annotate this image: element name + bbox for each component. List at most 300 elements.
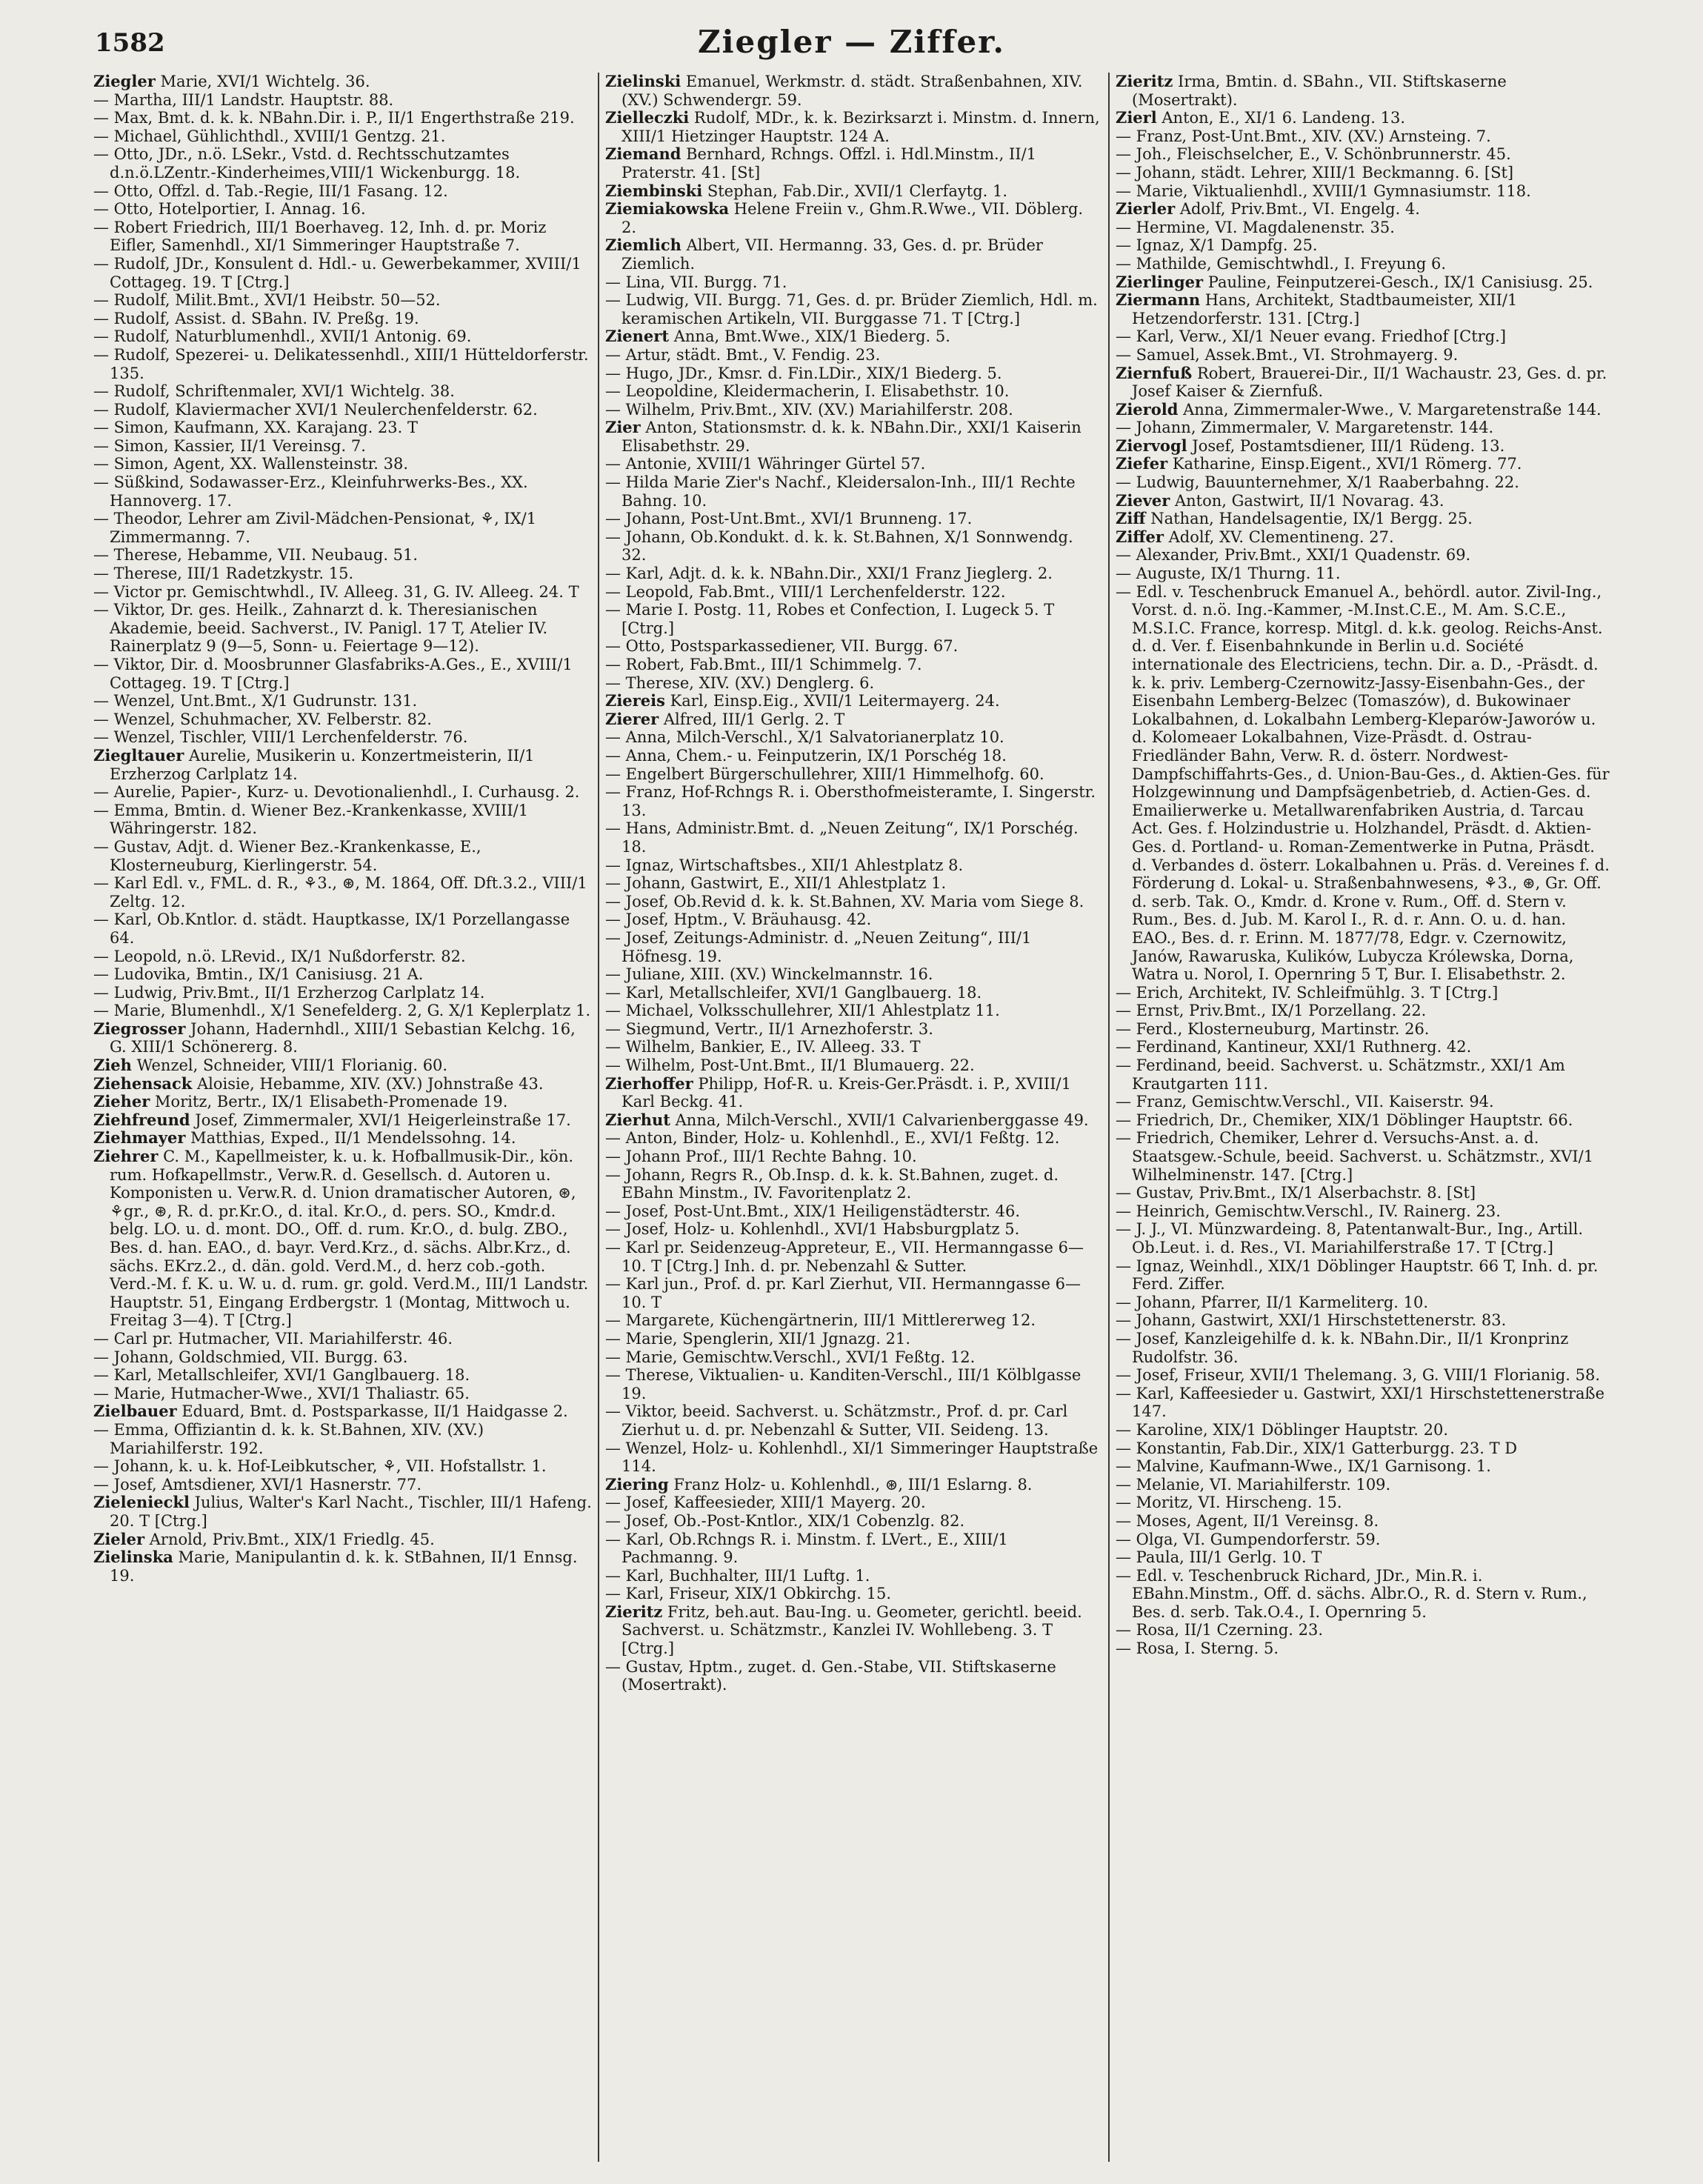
entry-text: Pauline, Feinputzerei-Gesch., IX/1 Canisiusg. 25.: [1203, 273, 1593, 291]
entry-text: — Rosa, I. Sterng. 5.: [1116, 1639, 1279, 1658]
directory-entry: [93, 1056, 592, 1075]
directory-entry: [93, 710, 592, 729]
directory-entry: [605, 1311, 1102, 1330]
directory-entry: [605, 637, 1102, 656]
directory-entry: [93, 546, 592, 565]
directory-entry: [605, 145, 1102, 182]
directory-entry: [93, 219, 592, 255]
entry-text: — Marie, Viktualienhdl., XVIII/1 Gymnasiumstr. 118.: [1116, 182, 1531, 200]
entry-text: — Josef, Post-Unt.Bmt., XIX/1 Heiligenstädterstr. 46.: [605, 1202, 1021, 1220]
directory-entry: [605, 1567, 1102, 1585]
directory-entry: [605, 273, 1102, 292]
entry-text: — Ignaz, X/1 Dampfg. 25.: [1116, 236, 1318, 255]
entry-text: — Karl, Metallschleifer, XVI/1 Ganglbauerg. 18.: [93, 1366, 470, 1385]
directory-entry: [1116, 182, 1613, 201]
entry-text: — Josef, Ob.Revid d. k. k. St.Bahnen, XV. Maria vom Siege 8.: [605, 892, 1084, 910]
directory-entry: [1116, 492, 1613, 510]
directory-entry: [1116, 1385, 1613, 1421]
directory-entry: [1116, 1494, 1613, 1512]
entry-text: — Wilhelm, Post-Unt.Bmt., II/1 Blumauerg. 22.: [605, 1056, 975, 1075]
entry-text: Katharine, Einsp.Eigent., XVI/1 Römerg. 77.: [1167, 455, 1522, 473]
entry-text: — Johann Prof., III/1 Rechte Bahng. 10.: [605, 1148, 917, 1166]
directory-entry: [1116, 1330, 1613, 1366]
entry-text: — Ernst, Priv.Bmt., IX/1 Porzellang. 22.: [1116, 1002, 1427, 1020]
directory-entry: [605, 401, 1102, 419]
directory-entry: [1116, 473, 1613, 492]
entry-text: — Siegmund, Vertr., II/1 Arnezhoferstr. 3.: [605, 1019, 933, 1038]
directory-entry: [605, 1020, 1102, 1039]
directory-entry: [1116, 346, 1613, 364]
directory-entry: [1116, 1548, 1613, 1567]
directory-entry: [605, 1002, 1102, 1020]
entry-text: — Wenzel, Tischler, VIII/1 Lerchenfelderstr. 76.: [93, 728, 468, 747]
entry-text: — Therese, Hebamme, VII. Neubaug. 51.: [93, 546, 419, 565]
entry-text: — Ignaz, Weinhdl., XIX/1 Döblinger Hauptstr. 66 T, Inh. d. pr. Ferd. Ziffer.: [1116, 1256, 1599, 1294]
entry-text: — Ferd., Klosterneuburg, Martinstr. 26.: [1116, 1019, 1430, 1038]
entry-text: Franz Holz- u. Kohlenhdl., ⊛, III/1 Eslarng. 8.: [668, 1475, 1033, 1494]
entry-text: — Erich, Architekt, IV. Schleifmühlg. 3. T [Ctrg.]: [1116, 983, 1499, 1002]
entry-text: — Anna, Chem.- u. Feinputzerin, IX/1 Porschég 18.: [605, 746, 1007, 765]
directory-entry: [605, 710, 1102, 729]
directory-entry: [93, 728, 592, 747]
entry-text: — Rudolf, Milit.Bmt., XVI/1 Heibstr. 50—52.: [93, 291, 441, 310]
directory-entry: [605, 1603, 1102, 1658]
entry-surname: Ziegltauer: [93, 745, 184, 765]
entry-text: — Simon, Agent, XX. Wallensteinstr. 38.: [93, 455, 409, 473]
entry-text: — Otto, Postsparkassediener, VII. Burgg. 67.: [605, 637, 959, 656]
directory-entry: [93, 1330, 592, 1348]
directory-entry: [605, 893, 1102, 911]
directory-columns: [87, 73, 1619, 2162]
directory-entry: [93, 783, 592, 802]
entry-surname: Zierold: [1116, 399, 1179, 419]
entry-text: — Lina, VII. Burgg. 71.: [605, 273, 787, 291]
directory-entry: [1116, 510, 1613, 528]
directory-entry: [93, 419, 592, 437]
directory-entry: [93, 455, 592, 473]
directory-entry: [93, 382, 592, 401]
directory-entry: [1116, 1639, 1613, 1658]
directory-entry: [605, 1148, 1102, 1166]
directory-entry: [605, 656, 1102, 674]
entry-text: — Therese, Viktualien- u. Kanditen-Verschl., III/1 Kölblgasse 19.: [605, 1366, 1082, 1402]
directory-entry: [605, 674, 1102, 693]
entry-text: — Robert Friedrich, III/1 Boerhaveg. 12, Inh. d. pr. Moriz Eifler, Samenhdl., XI/1 Simmeringer Hauptstraße 7.: [93, 218, 547, 255]
entry-text: C. M., Kapellmeister, k. u. k. Hofballmusik-Dir., kön. rum. Hofkapellmstr., Verw.R. d. Gesellsch. d. Autoren u. Komponisten u. Verw.R. d. Union dramatischer Autoren, ⊛, ⚘gr., ⊛, R. d. pr.Kr.O., d. ital. Kr.O., d. pers. SO., Kmdr.d. belg. LO. u. d. mont. DO., Off. d. rum. Kr.O., d. bulg. ZBO., Bes. d. han. EAO., d. bayr. Verd.Krz., d. sächs. Albr.Krz., d. sächs. EKrz.2., d. dän. gold. Verd.M., d. herz cob.-goth. Verd.-M. f. K. u. W. u. d. rum. gr. gold. Verd.M., III/1 Landstr. Hauptstr. 51, Eingang Erdbergstr. 1 (Montag, Mittwoch u. Freitag 3—4). T [Ctrg.]: [110, 1148, 589, 1330]
entry-text: — Karl, Friseur, XIX/1 Obkirchg. 15.: [605, 1585, 892, 1603]
directory-entry: [93, 109, 592, 127]
directory-entry: [1116, 1512, 1613, 1531]
directory-entry: [1116, 291, 1613, 327]
entry-text: — Viktor, beeid. Sachverst. u. Schätzmstr., Prof. d. pr. Carl Zierhut u. d. pr. Nebenzahl & Sutter, VII. Seideng. 13.: [605, 1402, 1068, 1439]
directory-entry: [605, 728, 1102, 747]
entry-text: — Emma, Bmtin. d. Wiener Bez.-Krankenkasse, XVIII/1 Währingerstr. 182.: [93, 801, 529, 838]
entry-text: — Friedrich, Chemiker, Lehrer d. Versuchs-Anst. a. d. Staatsgew.-Schule, beeid. Sachverst. u. Schätzmstr., XVI/1 Wilhelminenstr. 147. [Ctrg.]: [1116, 1129, 1594, 1184]
entry-text: — Simon, Kassier, II/1 Vereinsg. 7.: [93, 436, 366, 455]
entry-text: — Rudolf, Schriftenmaler, XVI/1 Wichtelg. 38.: [93, 382, 455, 401]
entry-text: — Victor pr. Gemischtwhdl., IV. Alleeg. 31, G. IV. Alleeg. 24. T: [93, 582, 579, 601]
directory-entry: [93, 127, 592, 146]
entry-text: — Leopold, n.ö. LRevid., IX/1 Nußdorferstr. 82.: [93, 947, 466, 965]
entry-text: — Therese, III/1 Radetzkystr. 15.: [93, 565, 354, 583]
entry-surname: Ziegrosser: [93, 1019, 186, 1038]
directory-entry: [605, 1075, 1102, 1111]
directory-entry: [1116, 528, 1613, 547]
entry-text: Aurelie, Musikerin u. Konzertmeisterin, II/1 Erzherzog Carlplatz 14.: [110, 746, 535, 783]
directory-entry: [605, 1275, 1102, 1311]
entry-text: — Johann, Post-Unt.Bmt., XVI/1 Brunneng. 17.: [605, 510, 973, 528]
entry-text: — Malvine, Kaufmann-Wwe., IX/1 Garnisong. 1.: [1116, 1457, 1491, 1476]
directory-entry: [605, 1111, 1102, 1130]
directory-entry: [605, 1402, 1102, 1439]
entry-text: — Josef, Friseur, XVII/1 Thelemang. 3, G. VIII/1 Florianig. 58.: [1116, 1366, 1601, 1385]
directory-entry: [605, 692, 1102, 710]
entry-text: Helene Freiin v., Ghm.R.Wwe., VII. Döblerg. 2.: [621, 200, 1084, 236]
directory-entry: [1116, 419, 1613, 437]
directory-entry: [93, 473, 592, 510]
entry-text: — Ludwig, Bauunternehmer, X/1 Raaberbahng. 22.: [1116, 473, 1519, 492]
entry-text: — Johann, Gastwirt, E., XII/1 Ahlestplatz 1.: [605, 874, 947, 893]
entry-surname: Ziegler: [93, 73, 156, 90]
entry-text: — Karl, Ob.Kntlor. d. städt. Hauptkasse, IX/1 Porzellangasse 64.: [93, 910, 570, 947]
entry-text: Julius, Walter's Karl Nacht., Tischler, III/1 Hafeng. 20. T [Ctrg.]: [110, 1494, 592, 1530]
directory-entry: [605, 1658, 1102, 1694]
directory-entry: [93, 656, 592, 692]
entry-surname: Ziff: [1116, 509, 1146, 528]
entry-text: — Ferdinand, Kantineur, XXI/1 Ruthnerg. 42.: [1116, 1038, 1472, 1056]
directory-entry: [605, 1439, 1102, 1476]
directory-entry: [1116, 1002, 1613, 1020]
entry-text: — Josef, Kanzleigehilfe d. k. k. NBahn.Dir., II/1 Kronprinz Rudolfstr. 36.: [1116, 1329, 1569, 1366]
entry-text: Rudolf, MDr., k. k. Bezirksarzt i. Minstm. d. Innern, XIII/1 Hietzinger Hauptstr. 124 A.: [621, 109, 1100, 145]
page-number: 1582: [95, 28, 165, 58]
entry-text: Anton, E., XI/1 6. Landeng. 13.: [1156, 109, 1406, 127]
directory-entry: [93, 910, 592, 947]
entry-text: — Carl pr. Hutmacher, VII. Mariahilferstr. 46.: [93, 1329, 453, 1348]
entry-text: — Josef, Ob.-Post-Kntlor., XIX/1 Cobenzlg. 82.: [605, 1511, 965, 1530]
directory-entry: [1116, 1257, 1613, 1294]
directory-entry: [1116, 401, 1613, 419]
entry-surname: Ziemlich: [605, 236, 681, 255]
directory-entry: [1116, 546, 1613, 565]
directory-entry: [605, 601, 1102, 637]
directory-entry: [1116, 364, 1613, 401]
directory-entry: [1116, 109, 1613, 127]
directory-entry: [93, 1075, 592, 1093]
entry-text: — Friedrich, Dr., Chemiker, XIX/1 Döblinger Hauptstr. 66.: [1116, 1111, 1573, 1129]
directory-entry: [605, 819, 1102, 856]
directory-entry: [605, 419, 1102, 455]
directory-entry: [605, 1476, 1102, 1494]
entry-text: — Johann, Regrs R., Ob.Insp. d. k. k. St.Bahnen, zuget. d. EBahn Minstm., IV. Favoritenplatz 2.: [605, 1165, 1059, 1202]
entry-text: Irma, Bmtin. d. SBahn., VII. Stiftskaserne (Mosertrakt).: [1132, 73, 1507, 109]
directory-entry: [605, 856, 1102, 875]
directory-entry: [605, 1366, 1102, 1402]
entry-surname: Zielinski: [605, 73, 681, 90]
entry-surname: Ziehensack: [93, 1073, 193, 1093]
directory-entry: [1116, 145, 1613, 164]
directory-entry: [1116, 1294, 1613, 1312]
entry-text: — Michael, Gühlichthdl., XVIII/1 Gentzg. 21.: [93, 127, 446, 145]
directory-entry: [93, 1148, 592, 1330]
entry-text: Anton, Gastwirt, II/1 Novarag. 43.: [1170, 491, 1444, 510]
entry-text: — Karl, Ob.Rchngs R. i. Minstm. f. LVert., E., XIII/1 Pachmanng. 9.: [605, 1530, 1008, 1567]
directory-entry: [605, 874, 1102, 893]
entry-text: — Karl jun., Prof. d. pr. Karl Zierhut, VII. Hermanngasse 6—10. T: [605, 1275, 1082, 1311]
entry-surname: Zierer: [605, 709, 659, 728]
entry-text: — Samuel, Assek.Bmt., VI. Strohmayerg. 9.: [1116, 345, 1459, 364]
directory-entry: [93, 1348, 592, 1367]
directory-entry: [1116, 1621, 1613, 1639]
directory-entry: [1116, 984, 1613, 1002]
directory-entry: [605, 765, 1102, 784]
directory-entry: [605, 455, 1102, 473]
entry-text: — Franz, Hof-Rchngs R. i. Obersthofmeisteramte, I. Singerstr. 13.: [605, 783, 1096, 819]
entry-surname: Ziering: [605, 1474, 669, 1494]
entry-text: — Emma, Offiziantin d. k. k. St.Bahnen, XIV. (XV.) Mariahilferstr. 192.: [93, 1420, 484, 1457]
entry-text: — Hans, Administr.Bmt. d. „Neuen Zeitung“, IX/1 Porschég. 18.: [605, 819, 1079, 856]
directory-entry: [1116, 164, 1613, 182]
entry-text: Stephan, Fab.Dir., XVII/1 Clerfaytg. 1.: [702, 182, 1008, 200]
entry-surname: Zierhoffer: [605, 1073, 693, 1093]
entry-text: — Mathilde, Gemischtwhdl., I. Freyung 6.: [1116, 254, 1447, 273]
entry-text: Emanuel, Werkmstr. d. städt. Straßenbahnen, XIV. (XV.) Schwendergr. 59.: [621, 73, 1083, 109]
entry-text: — Wilhelm, Priv.Bmt., XIV. (XV.) Mariahilferstr. 208.: [605, 400, 1013, 419]
entry-text: — Konstantin, Fab.Dir., XIX/1 Gatterburgg. 23. T D: [1116, 1439, 1518, 1457]
column-2: [598, 73, 1108, 2162]
directory-entry: [93, 565, 592, 583]
entry-text: — Karl, Metallschleifer, XVI/1 Ganglbauerg. 18.: [605, 983, 982, 1002]
entry-text: — Rudolf, Klaviermacher XVI/1 Neulerchenfelderstr. 62.: [93, 400, 538, 419]
directory-entry: [93, 346, 592, 382]
directory-entry: [1116, 1220, 1613, 1256]
entry-text: — Johann, k. u. k. Hof-Leibkutscher, ⚘, VII. Hofstallstr. 1.: [93, 1457, 547, 1476]
entry-text: — Margarete, Küchengärtnerin, III/1 Mittlererweg 12.: [605, 1311, 1036, 1330]
directory-entry: [93, 984, 592, 1002]
entry-text: Bernhard, Rchngs. Offzl. i. Hdl.Minstm., II/1 Praterstr. 41. [St]: [621, 145, 1037, 182]
entry-text: — Therese, XIV. (XV.) Denglerg. 6.: [605, 673, 875, 692]
directory-entry: [605, 747, 1102, 765]
entry-text: — Melanie, VI. Mariahilferstr. 109.: [1116, 1475, 1391, 1494]
column-1: [87, 73, 598, 2162]
directory-entry: [605, 109, 1102, 145]
entry-surname: Zielleczki: [605, 108, 690, 127]
directory-entry: [93, 1129, 592, 1148]
entry-text: — Aurelie, Papier-, Kurz- u. Devotionalienhdl., I. Curhausg. 2.: [93, 783, 580, 802]
entry-text: — Juliane, XIII. (XV.) Winckelmannstr. 16.: [605, 965, 933, 984]
directory-entry: [93, 200, 592, 219]
entry-text: — Artur, städt. Bmt., V. Fendig. 23.: [605, 345, 881, 364]
directory-entry: [605, 1585, 1102, 1603]
directory-entry: [1116, 565, 1613, 583]
entry-text: — Karl, Adjt. d. k. k. NBahn.Dir., XXI/1 Franz Jieglerg. 2.: [605, 565, 1053, 583]
entry-text: Albert, VII. Hermanng. 33, Ges. d. pr. Brüder Ziemlich.: [621, 236, 1043, 273]
directory-entry: [605, 965, 1102, 984]
entry-surname: Zierl: [1116, 108, 1157, 127]
directory-entry: [605, 1038, 1102, 1056]
entry-text: — Josef, Zeitungs-Administr. d. „Neuen Zeitung“, III/1 Höfnesg. 19.: [605, 928, 1032, 965]
directory-entry: [93, 1111, 592, 1130]
entry-text: Aloisie, Hebamme, XIV. (XV.) Johnstraße 43.: [192, 1074, 544, 1093]
directory-entry: [93, 1402, 592, 1421]
directory-entry: [1116, 455, 1613, 473]
entry-text: — Auguste, IX/1 Thurng. 11.: [1116, 565, 1341, 583]
directory-entry: [1116, 1366, 1613, 1385]
entry-surname: Ziernfuß: [1116, 363, 1193, 382]
entry-text: — Engelbert Bürgerschullehrer, XIII/1 Himmelhofg. 60.: [605, 765, 1044, 783]
entry-text: Anna, Bmt.Wwe., XIX/1 Biederg. 5.: [669, 327, 950, 346]
column-3: [1108, 73, 1619, 2162]
entry-text: — Johann, städt. Lehrer, XIII/1 Beckmanng. 6. [St]: [1116, 163, 1514, 182]
entry-text: Nathan, Handelsagentie, IX/1 Bergg. 25.: [1145, 510, 1473, 528]
entry-text: — Gustav, Hptm., zuget. d. Gen.-Stabe, VII. Stiftskaserne (Mosertrakt).: [605, 1657, 1056, 1694]
directory-entry: [1116, 1038, 1613, 1056]
entry-text: — Josef, Amtsdiener, XVI/1 Hasnerstr. 77.: [93, 1475, 422, 1494]
entry-text: — Otto, Hotelportier, I. Annag. 16.: [93, 200, 366, 219]
directory-entry: [1116, 1020, 1613, 1039]
entry-surname: Ziehrer: [93, 1147, 159, 1166]
entry-text: — Rudolf, JDr., Konsulent d. Hdl.- u. Gewerbekammer, XVIII/1 Cottageg. 19. T [Ctrg.]: [93, 254, 581, 291]
directory-entry: [93, 401, 592, 419]
entry-surname: Ziffer: [1116, 527, 1164, 546]
directory-entry: [93, 1093, 592, 1111]
entry-text: — Marie I. Postg. 11, Robes et Confection, I. Lugeck 5. T [Ctrg.]: [605, 601, 1055, 637]
directory-entry: [605, 1056, 1102, 1075]
entry-surname: Zieritz: [1116, 73, 1173, 90]
entry-text: — Franz, Post-Unt.Bmt., XIV. (XV.) Arnsteing. 7.: [1116, 127, 1491, 145]
entry-text: Moritz, Bertr., IX/1 Elisabeth-Promenade 19.: [150, 1093, 508, 1111]
entry-surname: Zieh: [93, 1056, 132, 1075]
entry-text: — Karoline, XIX/1 Döblinger Hauptstr. 20.: [1116, 1420, 1449, 1439]
directory-entry: [605, 1129, 1102, 1148]
directory-entry: [605, 382, 1102, 401]
entry-text: Adolf, XV. Clementineng. 27.: [1163, 527, 1394, 546]
entry-text: — Wenzel, Unt.Bmt., X/1 Gudrunstr. 131.: [93, 692, 418, 710]
directory-entry: [1116, 1202, 1613, 1221]
directory-entry: [1116, 1476, 1613, 1494]
entry-text: — Josef, Kaffeesieder, XIII/1 Mayerg. 20.: [605, 1494, 926, 1512]
entry-surname: Ziemiakowska: [605, 199, 730, 219]
directory-entry: [93, 1366, 592, 1385]
directory-entry: [1116, 1111, 1613, 1130]
entry-text: — Ignaz, Wirtschaftsbes., XII/1 Ahlestplatz 8.: [605, 856, 964, 874]
entry-text: — Karl pr. Seidenzeug-Appreteur, E., VII. Hermanngasse 6—10. T [Ctrg.] Inh. d. pr. Nebenzahl & Sutter.: [605, 1239, 1084, 1275]
entry-text: — Hugo, JDr., Kmsr. d. Fin.LDir., XIX/1 Biederg. 5.: [605, 364, 1002, 382]
directory-entry: [1116, 1184, 1613, 1202]
directory-entry: [1116, 583, 1613, 984]
directory-entry: [605, 73, 1102, 109]
entry-text: — Rudolf, Assist. d. SBahn. IV. Preßg. 19.: [93, 309, 419, 327]
entry-text: Matthias, Exped., II/1 Mendelssohng. 14.: [185, 1129, 516, 1148]
entry-text: — Süßkind, Sodawasser-Erz., Kleinfuhrwerks-Bes., XX. Hannoverg. 17.: [93, 473, 528, 510]
page-title: Ziegler — Ziffer.: [697, 24, 1006, 60]
entry-surname: Zierhut: [605, 1110, 670, 1129]
directory-entry: [93, 965, 592, 984]
entry-text: — Johann, Ob.Kondukt. d. k. k. St.Bahnen, X/1 Sonnwendg. 32.: [605, 527, 1073, 565]
directory-entry: [605, 528, 1102, 565]
entry-text: — Anna, Milch-Verschl., X/1 Salvatorianerplatz 10.: [605, 728, 1004, 747]
entry-text: — Johann, Zimmermaler, V. Margaretenstr. 144.: [1116, 419, 1494, 437]
entry-text: — Otto, JDr., n.ö. LSekr., Vstd. d. Rechtsschutzamtes d.n.ö.LZentr.-Kinderheimes,VIII/1 Wickenburgg. 18.: [93, 145, 521, 182]
entry-text: — Rosa, II/1 Czerning. 23.: [1116, 1621, 1324, 1639]
entry-text: Josef, Zimmermaler, XVI/1 Heigerleinstraße 17.: [190, 1111, 571, 1129]
directory-entry: [1116, 273, 1613, 292]
directory-entry: [1116, 1567, 1613, 1622]
entry-text: — Ludovika, Bmtin., IX/1 Canisiusg. 21 A.: [93, 965, 424, 984]
entry-text: Marie, XVI/1 Wichtelg. 36.: [155, 73, 370, 90]
directory-entry: [1116, 200, 1613, 219]
entry-text: Eduard, Bmt. d. Postsparkasse, II/1 Haidgasse 2.: [176, 1402, 568, 1421]
entry-text: — J. J., VI. Münzwardeing. 8, Patentanwalt-Bur., Ing., Artill. Ob.Leut. i. d. Res., VI. Mariahilferstraße 17. T [Ctrg.]: [1116, 1220, 1584, 1256]
entry-text: Marie, Manipulantin d. k. k. StBahnen, II/1 Ennsg. 19.: [110, 1548, 578, 1585]
directory-entry: [1116, 437, 1613, 456]
directory-entry: [93, 1457, 592, 1476]
directory-entry: [93, 510, 592, 546]
entry-surname: Ziehfreund: [93, 1110, 190, 1129]
directory-entry: [605, 583, 1102, 602]
entry-text: — Viktor, Dir. d. Moosbrunner Glasfabriks-A.Ges., E., XVIII/1 Cottageg. 19. T [Ctrg.]: [93, 656, 573, 692]
entry-surname: Ziemand: [605, 144, 681, 164]
entry-text: — Karl, Kaffeesieder u. Gastwirt, XXI/1 Hirschstettenerstraße 147.: [1116, 1384, 1604, 1421]
directory-entry: [93, 874, 592, 910]
directory-entry: [605, 236, 1102, 273]
directory-entry: [605, 1494, 1102, 1512]
entry-text: — Anton, Binder, Holz- u. Kohlenhdl., E., XVI/1 Feßtg. 12.: [605, 1129, 1060, 1148]
entry-text: — Rudolf, Spezerei- u. Delikatessenhdl., XIII/1 Hütteldorferstr. 135.: [93, 345, 589, 382]
entry-text: Anton, Stationsmstr. d. k. k. NBahn.Dir., XXI/1 Kaiserin Elisabethstr. 29.: [621, 419, 1082, 455]
entry-text: — Alexander, Priv.Bmt., XXI/1 Quadenstr. 69.: [1116, 546, 1471, 565]
directory-entry: [605, 910, 1102, 929]
directory-entry: [1116, 1311, 1613, 1330]
directory-entry: [1116, 73, 1613, 109]
directory-entry: [605, 1239, 1102, 1275]
entry-text: — Ludwig, VII. Burgg. 71, Ges. d. pr. Brüder Ziemlich, Hdl. m. keramischen Artikeln, VII. Burggasse 71. T [Ctrg.]: [605, 291, 1098, 327]
directory-entry: [1116, 1129, 1613, 1184]
entry-text: — Martha, III/1 Landstr. Hauptstr. 88.: [93, 90, 394, 109]
entry-surname: Zierler: [1116, 199, 1176, 219]
directory-entry: [1116, 255, 1613, 273]
directory-entry: [93, 255, 592, 291]
entry-text: — Edl. v. Teschenbruck Emanuel A., behördl. autor. Zivil-Ing., Vorst. d. n.ö. Ing.-Kammer, -M.Inst.C.E., M. Am. S.C.E., M.S.I.C. France, korresp. Mitgl. d. k.k. geolog. Reichs-Anst. d. d. Ver. f. Eisenbahnkunde in Berlin u.d. Société internationale des Electriciens, techn. Dir. a. D., -Präsdt. d. k. k. priv. Lemberg-Czernowitz-Jassy-Eisenbahn-Ges., der Eisenbahn Lemberg-Belzec (Tomaszów), d. Bukowinaer Lokalbahnen, d. Lokalbahn Lemberg-Kleparów-Jaworów u. d. Kolomeaer Lokalbahnen, Vize-Präsdt. d. Ostrau-Friedländer Bahn, Verw. R. d. österr. Nordwest-Dampfschiffahrts-Ges., d. Union-Bau-Ges., d. Aktien-Ges. für Holzgewinnung und Dampfsägenbetrieb, d. Actien-Ges. d. Emailierwerke u. Metallwarenfabriken Austria, d. Tarcau Act. Ges. f. Holzindustrie u. Holzhandel, Präsdt. d. Aktien-Ges. d. Portland- u. Roman-Zementwerke in Putna, Präsdt. d. Verbandes d. österr. Lokalbahnen u. Präs. d. Vereines f. d. Förderung d. Lokal- u. Straßenbahnwesens, ⚘3., ⊛, Gr. Off. d. serb. Tak. O., Kmdr. d. Krone v. Rum., Off. d. Stern v. Rum., Bes. d. Jub. M. Karol I., R. d. r. Ann. O. u. d. han. EAO., Bes. d. r. Erinn. M. 1877/78, Edgr. v. Czernowitz, Janów, Rawaruska, Kulików, Lubycza Królewska, Dorna, Watra u. Norol, I. Opernring 5 T, Bur. I. Elisabethstr. 2.: [1116, 582, 1610, 984]
directory-entry: [93, 948, 592, 966]
directory-entry: [1116, 1531, 1613, 1549]
directory-entry: [605, 984, 1102, 1002]
entry-text: — Franz, Gemischtw.Verschl., VII. Kaiserstr. 94.: [1116, 1093, 1494, 1111]
directory-entry: [93, 91, 592, 110]
entry-text: Josef, Postamtsdiener, III/1 Rüdeng. 13.: [1187, 436, 1505, 455]
directory-entry: [93, 601, 592, 656]
directory-entry: [605, 929, 1102, 965]
directory-entry: [605, 1531, 1102, 1567]
directory-entry: [605, 346, 1102, 364]
entry-surname: Zienert: [605, 327, 670, 346]
entry-surname: Zielenieckl: [93, 1493, 190, 1512]
entry-text: — Michael, Volksschullehrer, XII/1 Ahlestplatz 11.: [605, 1002, 1000, 1020]
entry-surname: Zieler: [93, 1529, 145, 1548]
entry-text: — Hermine, VI. Magdalenenstr. 35.: [1116, 218, 1395, 236]
entry-text: Arnold, Priv.Bmt., XIX/1 Friedlg. 45.: [144, 1530, 435, 1548]
entry-text: Philipp, Hof-R. u. Kreis-Ger.Präsdt. i. P., XVIII/1 Karl Beckg. 41.: [621, 1074, 1071, 1111]
entry-text: — Moses, Agent, II/1 Vereinsg. 8.: [1116, 1511, 1379, 1530]
directory-entry: [93, 437, 592, 456]
entry-surname: Ziehmayer: [93, 1128, 186, 1148]
directory-entry: [605, 1348, 1102, 1367]
directory-entry: [93, 747, 592, 783]
entry-text: — Gustav, Adjt. d. Wiener Bez.-Krankenkasse, E., Klosterneuburg, Kierlingerstr. 54.: [93, 837, 481, 874]
directory-entry: [605, 1202, 1102, 1221]
directory-entry: [605, 200, 1102, 236]
entry-text: Adolf, Priv.Bmt., VI. Engelg. 4.: [1175, 200, 1420, 219]
